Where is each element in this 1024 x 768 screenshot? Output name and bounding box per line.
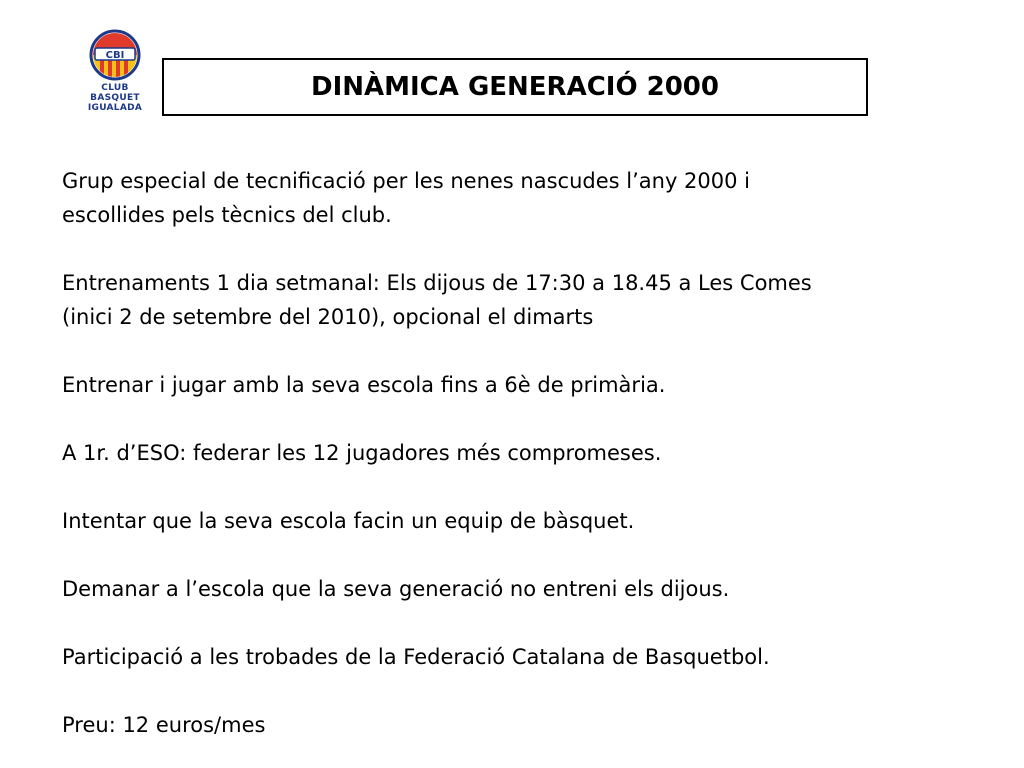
logo-badge-letters: CBI	[105, 50, 125, 61]
paragraph-entrenaments	[62, 266, 982, 334]
paragraph-tecnificacio	[62, 164, 982, 232]
logo-line-igualada: IGUALADA	[87, 103, 143, 113]
title-box	[162, 58, 868, 116]
logo-line-club: CLUB	[101, 83, 129, 93]
logo-line-basquet: BASQUET	[90, 93, 140, 103]
club-badge-icon	[84, 28, 146, 84]
paragraph-line: (inici 2 de setembre del 2010), opcional el dimarts	[62, 305, 594, 329]
club-logo	[84, 28, 146, 120]
logo-text	[84, 83, 146, 113]
paragraph-eso: A 1r. d’ESO: federar les 12 jugadores més compromeses.	[62, 441, 662, 465]
paragraph-line: Grup especial de tecnificació per les nenes nascudes l’any 2000 i	[62, 169, 750, 193]
paragraph-escola: Entrenar i jugar amb la seva escola fins a 6è de primària.	[62, 373, 666, 397]
paragraph-line: escollides pels tècnics del club.	[62, 203, 392, 227]
slide-content	[62, 164, 982, 742]
paragraph-line: Entrenaments 1 dia setmanal: Els dijous de 17:30 a 18.45 a Les Comes	[62, 271, 812, 295]
paragraph-preu: Preu: 12 euros/mes	[62, 713, 266, 737]
paragraph-federacio: Participació a les trobades de la Federació Catalana de Basquetbol.	[62, 645, 770, 669]
paragraph-equip: Intentar que la seva escola facin un equip de bàsquet.	[62, 509, 635, 533]
page-title: DINÀMICA GENERACIÓ 2000	[311, 72, 719, 102]
paragraph-dijous: Demanar a l’escola que la seva generació no entreni els dijous.	[62, 577, 730, 601]
